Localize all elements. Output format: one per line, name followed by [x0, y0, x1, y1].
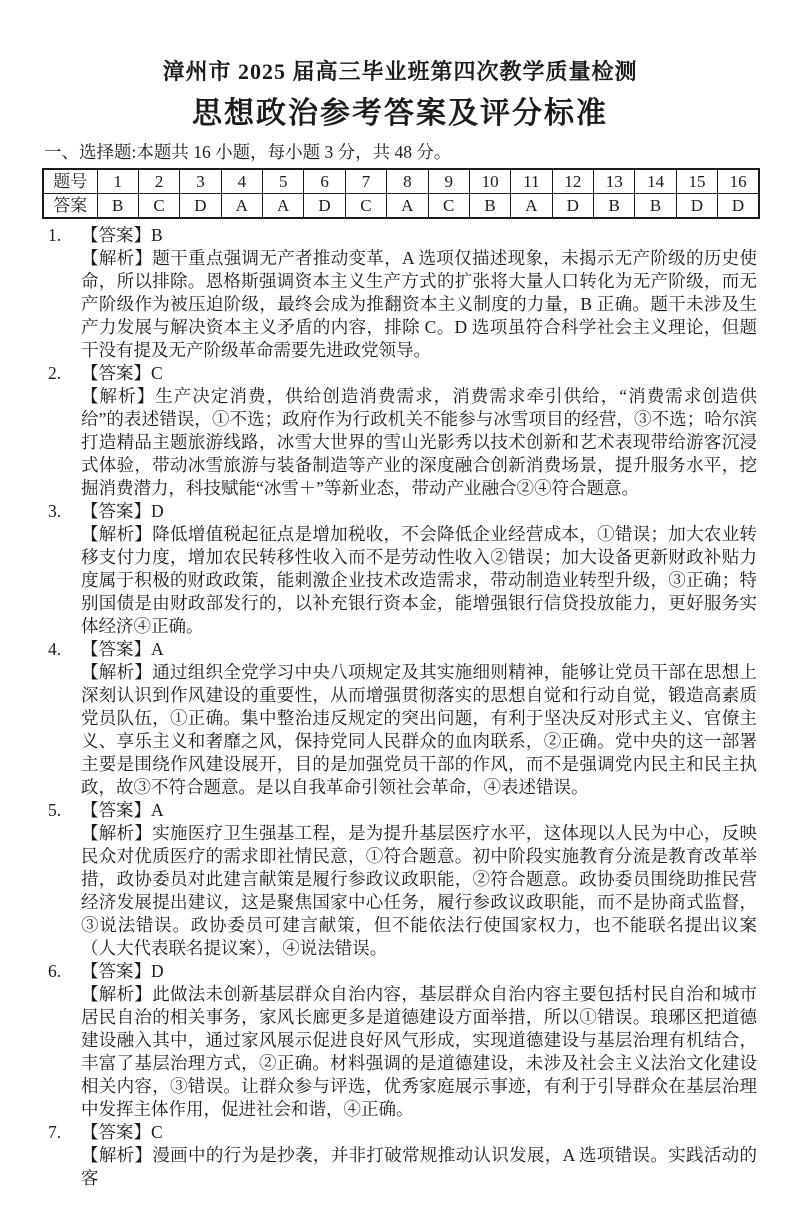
- question-number-cell: 11: [511, 169, 552, 194]
- analysis-text: 【解析】降低增值税起征点是增加税收，不会降低企业经营成本，①错误；加大农业转移支付力度，增加农民转移性收入而不是劳动性收入②错误；加大设备更新财政补贴力度属于积极的财政政策，能刺激企业技术改造需求，带动制造业转型升级，③正确；特别国债是由财政部发行的，以补充银行资本金，能增强银行信贷投放能力，更好服务实体经济④正确。: [81, 524, 757, 636]
- question-number-cell: 7: [345, 169, 386, 194]
- answer-cell: A: [511, 194, 552, 219]
- list-item-question-3: [0, 500, 800, 638]
- list-item-question-7: [0, 1121, 800, 1190]
- exam-title: 漳州市 2025 届高三毕业班第四次教学质量检测: [162, 59, 638, 84]
- answer-cell: B: [594, 194, 635, 219]
- question-number-cell: 15: [676, 169, 717, 194]
- question-number-row-label: 题号: [43, 169, 97, 194]
- answer-cell: B: [635, 194, 676, 219]
- answer-cell: D: [180, 194, 221, 219]
- answer-table: [42, 168, 760, 219]
- answer-line: 【答案】C: [81, 1122, 163, 1142]
- answer-cell: D: [304, 194, 345, 219]
- analysis-text: 【解析】题干重点强调无产者推动变革，A 选项仅描述现象，未揭示无产阶级的历史使命，所以排除。恩格斯强调资本主义生产方式的扩张将大量人口转化为无产阶级，而无产阶级作为被压迫阶级，最终会成为推翻资本主义制度的力量，B 正确。题干未涉及生产力发展与解决资本主义矛盾的内容，排除 C。D 选项虽符合科学社会主义理论，但题干没有提及无产阶级革命需要先进政党领导。: [81, 248, 757, 360]
- answer-line: 【答案】D: [81, 961, 164, 981]
- question-number-cell: 3: [180, 169, 221, 194]
- item-number: 2.: [48, 363, 62, 383]
- answer-line: 【答案】C: [81, 363, 163, 383]
- list-item-question-4: [0, 638, 800, 799]
- answer-cell: C: [138, 194, 179, 219]
- table-row-answers: [43, 194, 759, 219]
- answer-cell: A: [263, 194, 304, 219]
- analysis-text: 【解析】通过组织全党学习中央八项规定及其实施细则精神，能够让党员干部在思想上深刻认识到作风建设的重要性，从而增强贯彻落实的思想自觉和行动自觉，锻造高素质党员队伍，①正确。集中整治违反规定的突出问题，有利于坚决反对形式主义、官僚主义、享乐主义和奢靡之风，保持党同人民群众的血肉联系，②正确。党中央的这一部署主要是围绕作风建设展开，目的是加强党员干部的作风，而不是强调党内民主和民主执政，故③不符合题意。是以自我革命引领社会革命，④表述错误。: [81, 662, 757, 797]
- question-number-cell: 10: [469, 169, 510, 194]
- analysis-text: 【解析】实施医疗卫生强基工程，是为提升基层医疗水平，这体现以人民为中心，反映民众对优质医疗的需求即社情民意，①符合题意。初中阶段实施教育分流是教育改革举措，政协委员对此建言献策是履行参政议政职能，②符合题意。政协委员围绕助推民营经济发展提出建议，这是聚焦国家中心任务，履行参政议政职能，而不是协商式监督，③说法错误。政协委员可建言献策，但不能依法行使国家权力，也不能联名提出议案（人大代表联名提议案），④说法错误。: [81, 823, 757, 958]
- answer-cell: A: [387, 194, 428, 219]
- analysis-text: 【解析】生产决定消费，供给创造消费需求，消费需求牵引供给，“消费需求创造供给”的表述错误，①不选；政府作为行政机关不能参与冰雪项目的经营，③不选；哈尔滨打造精品主题旅游线路，冰雪大世界的雪山光影秀以技术创新和艺术表现带给游客沉浸式体验，带动冰雪旅游与装备制造等产业的深度融合创新消费场景，提升服务水平，挖掘消费潜力，科技赋能“冰雪＋”等新业态，带动产业融合②④符合题意。: [81, 386, 757, 498]
- question-number-cell: 12: [552, 169, 593, 194]
- answer-line: 【答案】A: [81, 639, 164, 659]
- list-item-question-1: [0, 224, 800, 362]
- answer-cell: C: [428, 194, 469, 219]
- item-number: 7.: [48, 1122, 62, 1142]
- question-number-cell: 1: [97, 169, 138, 194]
- item-number: 3.: [48, 501, 62, 521]
- question-number-cell: 14: [635, 169, 676, 194]
- answer-line: 【答案】D: [81, 501, 164, 521]
- question-number-cell: 5: [263, 169, 304, 194]
- list-item-question-2: [0, 362, 800, 500]
- answer-cell: D: [552, 194, 593, 219]
- answer-key-subtitle: 思想政治参考答案及评分标准: [192, 97, 608, 130]
- answer-cell: D: [718, 194, 759, 219]
- analysis-text: 【解析】漫画中的行为是抄袭，并非打破常规推动认识发展，A 选项错误。实践活动的客: [81, 1145, 757, 1188]
- question-number-cell: 9: [428, 169, 469, 194]
- answer-row-label: 答案: [43, 194, 97, 219]
- answer-cell: D: [676, 194, 717, 219]
- list-item-question-6: [0, 960, 800, 1121]
- section-heading-multiple-choice: 一、选择题:本题共 16 小题，每小题 3 分，共 48 分。: [44, 142, 452, 162]
- answer-cell: B: [97, 194, 138, 219]
- item-number: 1.: [48, 225, 62, 245]
- answer-explanations-list: [0, 224, 800, 1190]
- item-number: 5.: [48, 800, 62, 820]
- answer-line: 【答案】B: [81, 225, 163, 245]
- item-number: 4.: [48, 639, 62, 659]
- answer-cell: A: [221, 194, 262, 219]
- answer-cell: B: [469, 194, 510, 219]
- question-number-cell: 6: [304, 169, 345, 194]
- analysis-text: 【解析】此做法未创新基层群众自治内容，基层群众自治内容主要包括村民自治和城市居民自治的相关事务，家风长廊更多是道德建设方面举措，所以①错误。琅琊区把道德建设融入其中，通过家风展示促进良好风气形成，实现道德建设与基层治理有机结合，丰富了基层治理方式，②正确。材料强调的是道德建设，未涉及社会主义法治文化建设相关内容，③错误。让群众参与评选，优秀家庭展示事迹，有利于引导群众在基层治理中发挥主体作用，促进社会和谐，④正确。: [81, 984, 757, 1119]
- item-number: 6.: [48, 961, 62, 981]
- question-number-cell: 13: [594, 169, 635, 194]
- question-number-cell: 8: [387, 169, 428, 194]
- list-item-question-5: [0, 799, 800, 960]
- table-row-question-numbers: [43, 169, 759, 194]
- question-number-cell: 4: [221, 169, 262, 194]
- question-number-cell: 2: [138, 169, 179, 194]
- answer-line: 【答案】A: [81, 800, 164, 820]
- question-number-cell: 16: [718, 169, 759, 194]
- answer-cell: C: [345, 194, 386, 219]
